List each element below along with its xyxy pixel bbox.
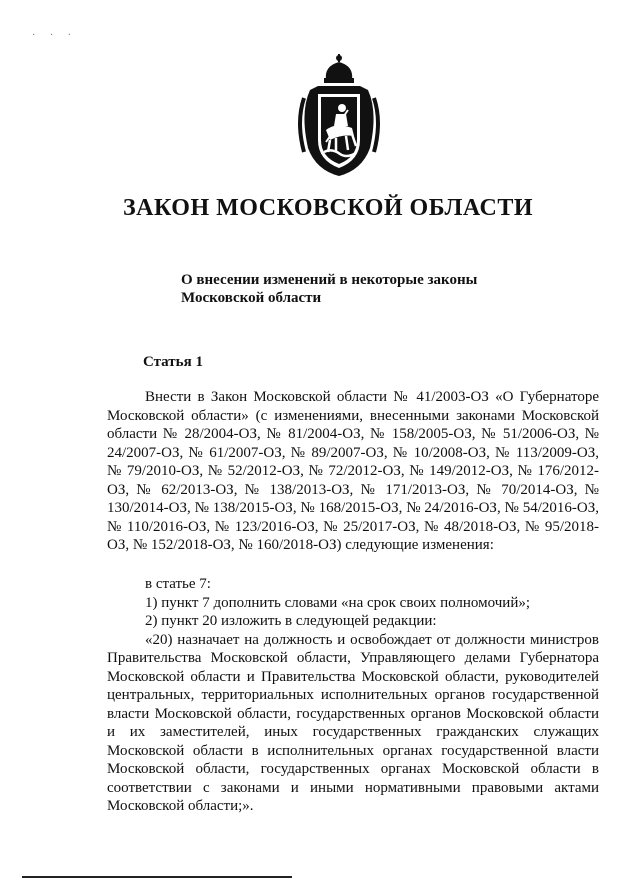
amend-intro: в статье 7:: [145, 576, 211, 592]
amend-item-1: 1) пункт 7 дополнить словами «на срок своих полномочий»;: [145, 594, 531, 611]
amend-quote: «20) назначает на должность и освобождает от должности министров Правительства Московской области, Управляющего делами Губернатора Московской области и Правительства Московской области, руководителей центральных, территориальных исполнительных органов государственной власти Московской области, государственных органов Московской области и их заместителей, иных государственных гражданских служащих Московской области в исполнительных органах государственной власти Московской области, государственных органах Московской области в соответствии с законами и иными нормативными правовыми актами Московской области;».: [107, 631, 599, 814]
scan-specks: · · ·: [32, 30, 77, 41]
subtitle-line-2: Московской области: [181, 290, 322, 306]
article-heading: Статья 1: [143, 354, 203, 370]
amend-item-2: 2) пункт 20 изложить в следующей редакции:: [145, 613, 437, 629]
moscow-oblast-coat-of-arms-icon: [296, 52, 382, 180]
subtitle-line-1: О внесении изменений в некоторые законы: [181, 272, 478, 288]
article-paragraph: Внести в Закон Московской области № 41/2003-ОЗ «О Губернаторе Московской области» (с изменениями, внесенными законами Московской области № 28/2004-ОЗ, № 81/2004-ОЗ, № 158/2005-ОЗ, № 51/2006-ОЗ, № 24/2007-ОЗ, № 61/2007-ОЗ, № 89/2007-ОЗ, № 10/2008-ОЗ, № 113/2009-ОЗ, № 79/2010-ОЗ, № 52/2012-ОЗ, № 72/2012-ОЗ, № 149/2012-ОЗ, № 176/2012-ОЗ, № 62/2013-ОЗ, № 138/2013-ОЗ, № 171/2013-ОЗ, № 70/2014-ОЗ, № 130/2014-ОЗ, № 138/2015-ОЗ, № 168/2015-ОЗ, № 24/2016-ОЗ, № 54/2016-ОЗ, № 110/2016-ОЗ, № 123/2016-ОЗ, № 25/2017-ОЗ, № 48/2018-ОЗ, № 95/2018-ОЗ, № 152/2018-ОЗ, № 160/2018-ОЗ) следующие изменения:: [107, 389, 599, 553]
document-subtitle: [181, 271, 541, 307]
article-body: [107, 388, 599, 555]
document-title: ЗАКОН МОСКОВСКОЙ ОБЛАСТИ: [122, 195, 533, 221]
amendments-block: [107, 575, 599, 816]
scan-edge-line: [22, 876, 292, 878]
